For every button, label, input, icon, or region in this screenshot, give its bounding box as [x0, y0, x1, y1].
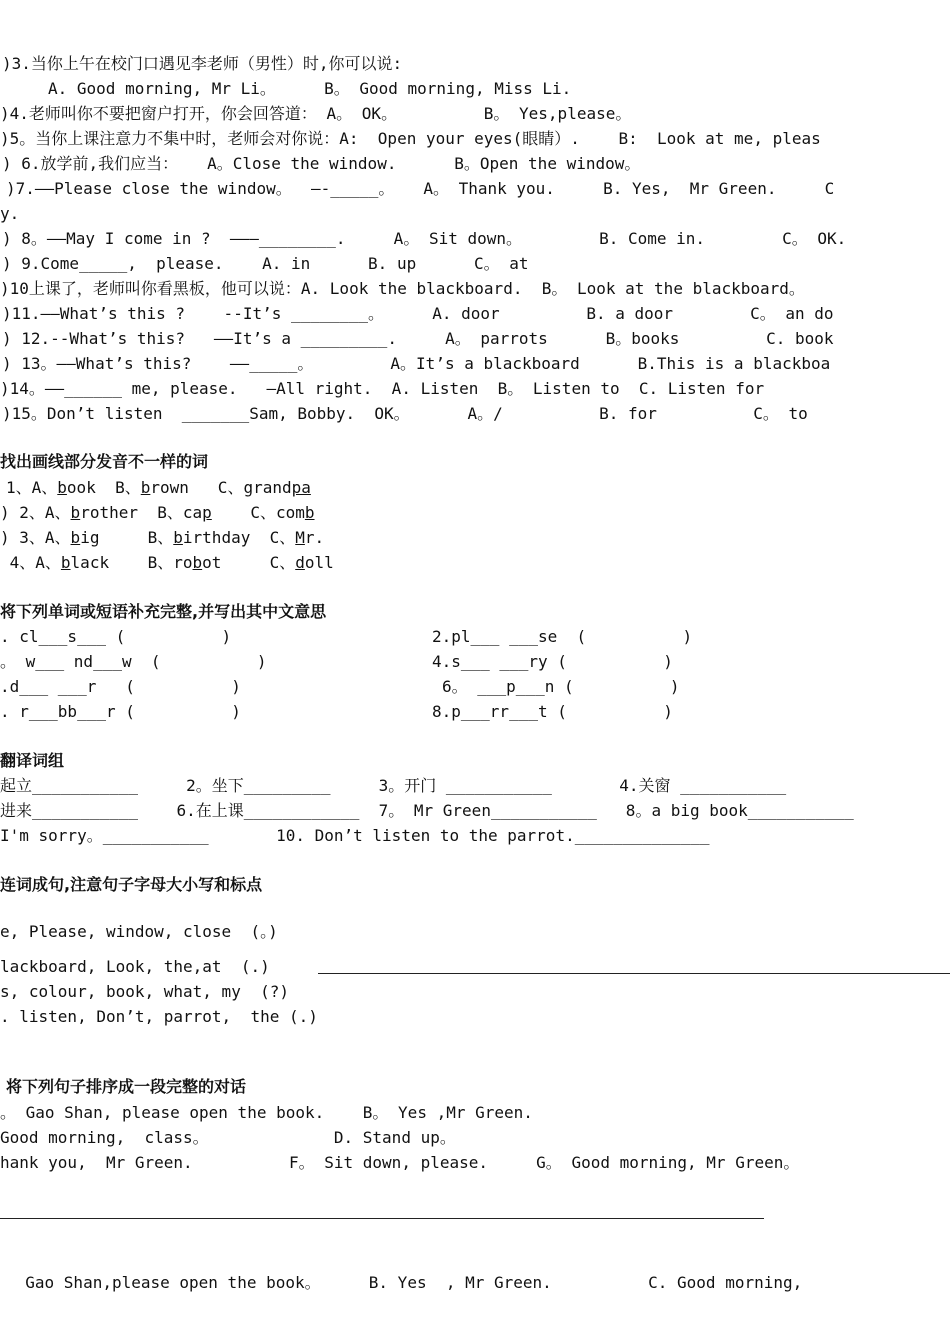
word-item-7: . r___bb___r ( ) [0, 702, 241, 721]
section-sentence-heading: 连词成句,注意句子字母大小写和标点 [0, 875, 263, 894]
pronunciation-row-2: ) 2、A、brother B、cap C、comb [0, 503, 315, 522]
question-5: )5。当你上课注意力不集中时，老师会对你说：A: Open your eyes(眼睛）. B: Look at me, pleas [0, 129, 821, 148]
question-14: )14。——______ me, please. –All right. A. Listen B。 Listen to C. Listen for [0, 379, 765, 398]
question-12: ) 12.--What’s this? ——It’s a _________. A。 parrots B。books C. book [2, 329, 834, 348]
dialogue-row-1: 。 Gao Shan, please open the book. B。 Yes ,Mr Green. [0, 1103, 533, 1122]
word-item-5: .d___ ___r ( ) [0, 677, 241, 696]
question-7: )7.——Please close the window。 —-_____。 A。 Thank you. B. Yes, Mr Green. C [6, 179, 835, 198]
question-10: )10上课了，老师叫你看黑板，他可以说：A. Look the blackboard. B。 Look at the blackboard。 [0, 279, 805, 298]
translate-row-1: 起立___________ 2。坐下_________ 3。开门 ___________ 4.关窗 ___________ [0, 776, 787, 795]
pronunciation-row-4: 4、A、black B、robot C、doll [0, 553, 334, 572]
section-pronunciation-heading: 找出画线部分发音不一样的词 [0, 452, 209, 471]
question-3: )3.当你上午在校门口遇见李老师（男性）时,你可以说: [2, 54, 403, 73]
dialogue-row-3: hank you, Mr Green. F。 Sit down, please. G。 Good morning, Mr Green。 [0, 1153, 800, 1172]
question-6: ) 6.放学前,我们应当： A。Close the window. B。Open the window。 [2, 154, 641, 173]
question-7-tail: y. [0, 204, 20, 223]
question-4: )4.老师叫你不要把窗户打开，你会回答道： A。 OK。 B。 Yes,please。 [0, 104, 632, 123]
word-item-4: 4.s___ ___ry ( ) [432, 652, 673, 671]
section-complete-words-heading: 将下列单词或短语补充完整,并写出其中文意思 [0, 602, 327, 621]
sentence-item-3: s, colour, book, what, my (?) [0, 982, 289, 1001]
question-15: )15。Don’t listen _______Sam, Bobby. OK。 A。/ B. for C。 to [2, 404, 808, 423]
question-13: ) 13。——What’s this? ——_____。 A。It’s a blackboard B.This is a blackboa [2, 354, 831, 373]
word-item-6: 6。 ___p___n ( ) [442, 677, 680, 696]
section-dialogue-heading: 将下列句子排序成一段完整的对话 [6, 1077, 247, 1096]
word-item-1: . cl___s___ ( ) [0, 627, 232, 646]
dialogue-row-4: Gao Shan,please open the book。 B. Yes , Mr Green. C. Good morning, [6, 1273, 803, 1292]
answer-line [318, 973, 950, 974]
section-translate-heading: 翻译词组 [0, 751, 65, 770]
translate-row-2: 进来___________ 6.在上课____________ 7。 Mr Green___________ 8。a big book___________ [0, 801, 854, 820]
dialogue-row-2: Good morning, class。 D. Stand up。 [0, 1128, 456, 1147]
sentence-item-4: . listen, Don’t, parrot, the (.) [0, 1007, 318, 1026]
sentence-item-2: lackboard, Look, the,at (.) [0, 957, 270, 976]
answer-line [0, 1218, 764, 1219]
pronunciation-row-1: 1、A、book B、brown C、grandpa [6, 478, 311, 497]
word-item-3: 。 w___ nd___w ( ) [0, 652, 267, 671]
word-item-8: 8.p___rr___t ( ) [432, 702, 673, 721]
question-3-options: A. Good morning, Mr Li。 B。 Good morning, Miss Li. [48, 79, 572, 98]
translate-row-3: I'm sorry。___________ 10. Don’t listen to the parrot.______________ [0, 826, 710, 845]
pronunciation-row-3: ) 3、A、big B、birthday C、Mr. [0, 528, 325, 547]
word-item-2: 2.pl___ ___se ( ) [432, 627, 693, 646]
question-11: )11.——What’s this ? --It’s ________。 A. door B. a door C。 an do [2, 304, 834, 323]
question-9: ) 9.Come_____, please. A. in B. up C。 at [2, 254, 529, 273]
question-8: ) 8。——May I come in ? ———________. A。 Sit down。 B. Come in. C。 OK. [2, 229, 847, 248]
sentence-item-1: e, Please, window, close (。) [0, 922, 278, 941]
